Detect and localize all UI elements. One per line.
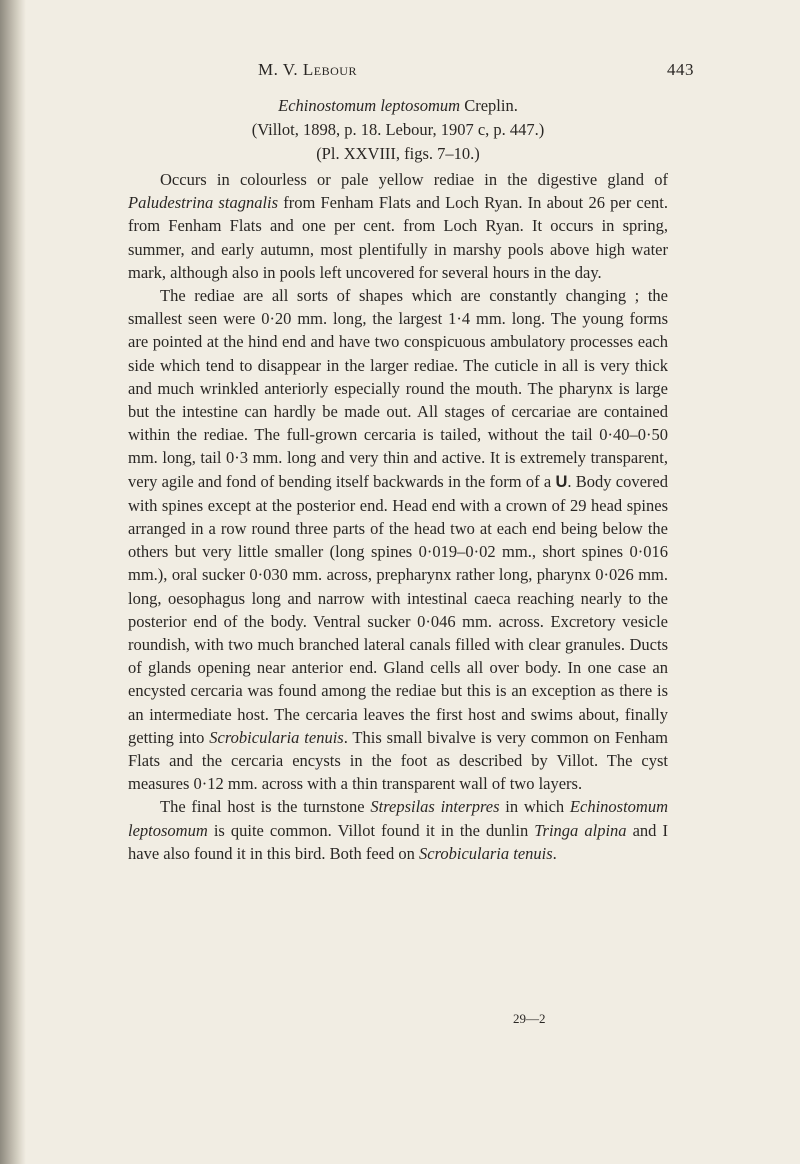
species-authority: Creplin. xyxy=(464,96,518,115)
paragraph-description xyxy=(128,284,668,795)
p3-text-2: in which xyxy=(499,797,570,817)
p2-text-3: . This small bivalve is very common on Fenham Flats and the cercaria encysts in the foot as described by Villot. The cyst measures 0·12 mm. across with a thin transparent wall of two layers. xyxy=(128,727,669,794)
running-head-author: M. V. Lebour xyxy=(258,60,357,79)
p1-text-2: from Fenham Flats and Loch Ryan. In about 26 per cent. from Fenham Flats and one per cent. from Loch Ryan. It occurs in spring, summer, and early autumn, most plentifully in marshy pools above high water mark, although also in pools left uncovered for several hours in the day. xyxy=(128,193,668,282)
book-spine-shadow xyxy=(0,0,26,1164)
p3-species-name: Echinostomum leptosomum xyxy=(128,797,668,840)
paragraph-occurrence xyxy=(128,168,668,284)
species-plates: (Pl. XXVIII, figs. 7–10.) xyxy=(316,144,480,163)
p3-text-1: The final host is the turnstone xyxy=(160,797,371,817)
species-name: Echinostomum leptosomum xyxy=(278,96,461,115)
p3-text-3: is quite common. Villot found it in the dunlin xyxy=(207,820,535,840)
p3-bird-turnstone: Strepsilas interpres xyxy=(370,797,500,817)
p2-text-2: . Body covered with spines except at the posterior end. Head end with a crown of 29 head spines arranged in a row round three parts of the head two at each end being below the others but very little smaller (long spines 0·019–0·02 mm., short spines 0·016 mm.), oral sucker 0·030 mm. across, prepharynx rather long, pharynx 0·026 mm. long, oesophagus long and narrow with intestinal caeca reaching nearly to the posterior end of the body. Ventral sucker 0·046 mm. across. Excretory vesicle roundish, with two much branched lateral canals filled with clear granules. Ducts of glands opening near anterior end. Gland cells all over body. In one case an encysted cercaria was found among the rediae but this is an exception as there is an intermediate host. The cercaria leaves the first host and swims about, finally getting into xyxy=(128,471,668,747)
species-references: (Villot, 1898, p. 18. Lebour, 1907 c, p. 447.) xyxy=(251,120,545,139)
species-title xyxy=(128,94,668,118)
page xyxy=(128,60,694,865)
page-number: 443 xyxy=(667,60,694,79)
p3-text-4: and I have also found it in this bird. Both feed on xyxy=(128,820,668,863)
p3-bivalve-name: Scrobicularia tenuis xyxy=(419,843,553,863)
p1-host-name: Paludestrina stagnalis xyxy=(128,193,279,213)
paragraph-final-host xyxy=(128,795,668,865)
p2-text-1: The rediae are all sorts of shapes which are constantly changing ; the smallest seen were 0·20 mm. long, the largest 1·4 mm. long. The young forms are pointed at the hind end and have two conspicuous ambulatory processes each side which tend to disappear in the larger rediae. The cuticle in all is very thick and much wrinkled anteriorly especially round the mouth. The pharynx is large but the intestine can hardly be made out. All stages of cercariae are contained within the rediae. The full-grown cercaria is tailed, without the tail 0·40–0·50 mm. long, tail 0·3 mm. long and very thin and active. It is extremely transparent, very agile and fond of bending itself backwards in the form of a xyxy=(128,286,668,491)
p2-letter-u: U xyxy=(555,472,568,491)
p3-bird-dunlin: Tringa alpina xyxy=(534,820,627,840)
p3-text-5: . xyxy=(552,843,557,863)
p2-bivalve-name: Scrobicularia tenuis xyxy=(209,727,344,747)
running-head xyxy=(128,60,694,90)
signature-mark: 29—2 xyxy=(513,1011,546,1026)
p1-text-1: Occurs in colourless or pale yellow rediae in the digestive gland of xyxy=(160,170,668,189)
